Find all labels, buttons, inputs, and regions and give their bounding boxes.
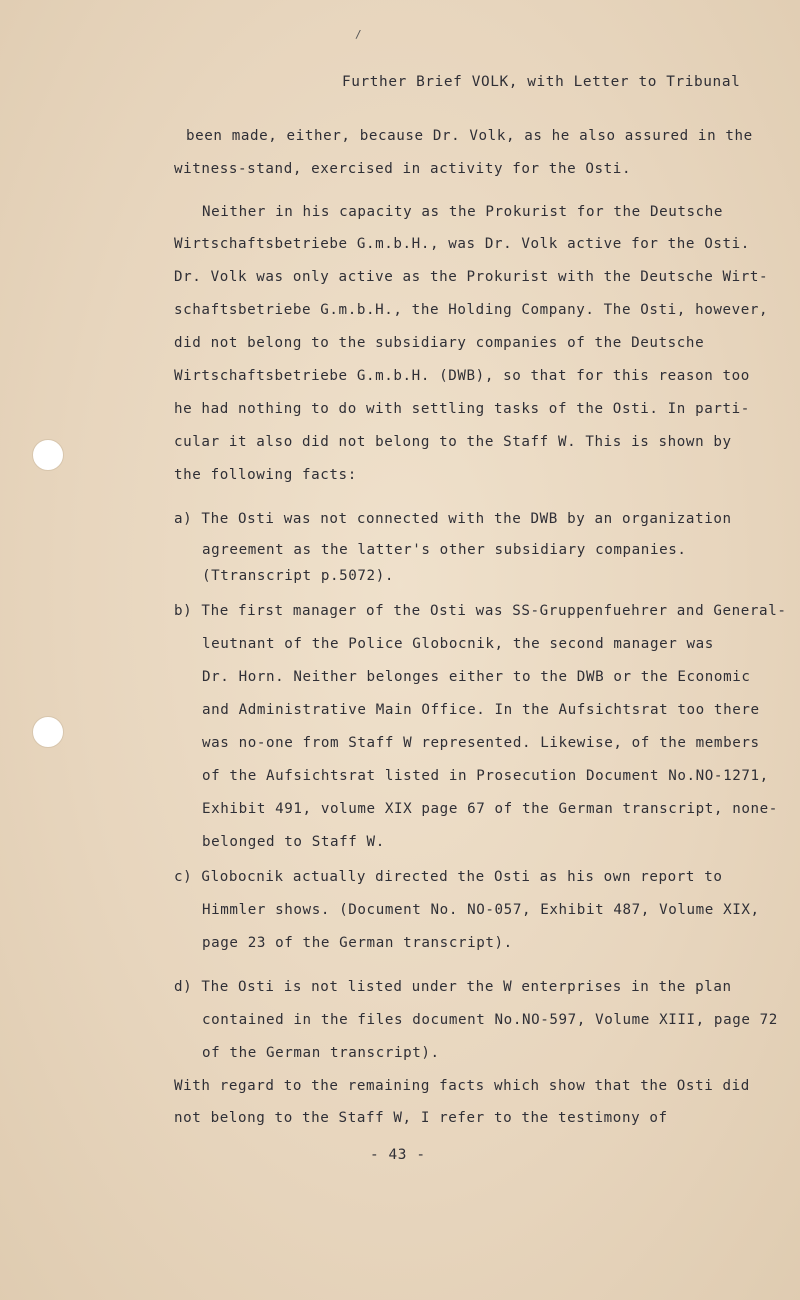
page-header: Further Brief VOLK, with Letter to Tribunal (342, 74, 741, 90)
text-line: agreement as the latter's other subsidiary companies. (202, 542, 687, 558)
text-line: was no-one from Staff W represented. Likewise, of the members (202, 735, 760, 751)
stray-mark: / (355, 28, 362, 41)
text-line: Dr. Horn. Neither belonges either to the DWB or the Economic (202, 669, 751, 685)
list-item-a: a) The Osti was not connected with the DWB by an organization (174, 511, 732, 527)
text-line: Himmler shows. (Document No. NO-057, Exhibit 487, Volume XIX, (202, 902, 760, 918)
text-line: Dr. Volk was only active as the Prokurist with the Deutsche Wirt- (174, 269, 769, 285)
text-line: of the German transcript). (202, 1045, 440, 1061)
text-line: Neither in his capacity as the Prokurist for the Deutsche (202, 204, 724, 220)
text-line: cular it also did not belong to the Staff W. This is shown by (174, 434, 732, 450)
text-line: Exhibit 491, volume XIX page 67 of the German transcript, none- (202, 801, 778, 817)
list-item-c: c) Globocnik actually directed the Osti as his own report to (174, 869, 723, 885)
text-line: and Administrative Main Office. In the Aufsichtsrat too there (202, 702, 760, 718)
text-line: leutnant of the Police Globocnik, the second manager was (202, 636, 714, 652)
text-line: With regard to the remaining facts which show that the Osti did (174, 1078, 750, 1094)
page-number: - 43 - (370, 1147, 426, 1163)
text-line: page 23 of the German transcript). (202, 935, 513, 951)
text-line: the following facts: (174, 467, 357, 483)
text-line: contained in the files document No.NO-597, Volume XIII, page 72 (202, 1012, 778, 1028)
text-line: been made, either, because Dr. Volk, as he also assured in the (186, 128, 753, 144)
text-line: witness-stand, exercised in activity for the Osti. (174, 161, 632, 177)
text-line: did not belong to the subsidiary companies of the Deutsche (174, 335, 705, 351)
text-line: he had nothing to do with settling tasks of the Osti. In parti- (174, 401, 750, 417)
text-line: of the Aufsichtsrat listed in Prosecution Document No.NO-1271, (202, 768, 769, 784)
punch-hole (32, 716, 64, 748)
punch-hole (32, 439, 64, 471)
text-line: not belong to the Staff W, I refer to the testimony of (174, 1110, 668, 1126)
text-line: Wirtschaftsbetriebe G.m.b.H., was Dr. Volk active for the Osti. (174, 236, 750, 252)
list-item-d: d) The Osti is not listed under the W enterprises in the plan (174, 979, 732, 995)
text-line: schaftsbetriebe G.m.b.H., the Holding Company. The Osti, however, (174, 302, 769, 318)
text-line: Wirtschaftsbetriebe G.m.b.H. (DWB), so that for this reason too (174, 368, 750, 384)
text-line: (Ttranscript p.5072). (202, 568, 394, 584)
text-line: belonged to Staff W. (202, 834, 385, 850)
list-item-b: b) The first manager of the Osti was SS-Gruppenfuehrer and General- (174, 603, 787, 619)
